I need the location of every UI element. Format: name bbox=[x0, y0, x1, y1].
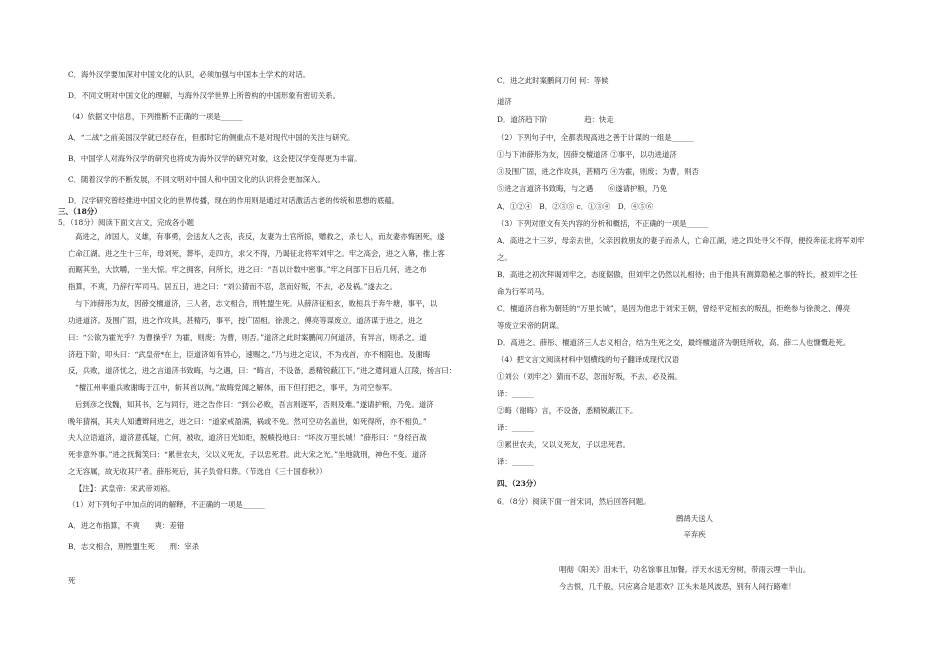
translation-answer-3[interactable]: 译：______ bbox=[497, 457, 534, 466]
q4-option-c: C．随着汉学的不断发展，不同文明对中国人和中国文化的认识将会更加深入。 bbox=[68, 175, 325, 184]
translation-answer-1[interactable]: 译：______ bbox=[497, 389, 534, 398]
translation-answer-2[interactable]: 译：______ bbox=[497, 423, 534, 432]
option-c: C．海外汉学要加深对中国文化的认识，必须加强与中国本土学术的对话。 bbox=[68, 70, 311, 79]
q5-3-option-b: B．高进之初次拜谒刘牢之，态度倨傲，但刘牢之仍然以礼相待；由于他具有测算隐秘之事的特长，被刘牢之任 bbox=[497, 270, 858, 279]
passage-line: 而踞其坐，大饮嚼，一坐大惊。牢之拥客，问所长，进之曰：“吾以计数中密事。”牢之问部下日后几何，进之布 bbox=[68, 265, 427, 274]
q5-2-item: ①与下沛薛彤为友，因薛交檀道济 ②事平，以功进道济 bbox=[497, 150, 677, 159]
passage-line: 夫人泣语道济，道济意孤疑，亡何，被收，道济日光如炬，脱帻投地曰：“坏汝万里长城！”薛彤曰：“身经百战 bbox=[68, 433, 427, 442]
q5-1-option-d: D．道济趋下阶 趋：快走 bbox=[497, 115, 614, 124]
section-four-heading: 四、（23分） bbox=[497, 479, 541, 488]
passage-line: 曰：“公欲为霍光乎？为曹操乎？为霍，则废；为曹，则否。”道济之此时案鹏间刀何道济，有异言，则杀之。道 bbox=[68, 333, 427, 342]
poem-line-2: 今古恨，几千般，只应离合是悲欢？江头未是风波恶，别有人间行路难！ bbox=[559, 582, 796, 591]
section-three-heading: 三、（18分） bbox=[58, 207, 102, 216]
q5-3-option-b-cont: 命为行军司马。 bbox=[497, 287, 549, 296]
q5-1-option-c: C．进之此时案鹏间刀何 何：等候 bbox=[497, 76, 609, 85]
annotation-note: 【注】：武皇帝：宋武帝刘裕。 bbox=[75, 484, 175, 493]
passage-line: 后到彦之伐魏，知其书，乞与同行，进之告作曰：“到公必败，吾言则逐军，否则及难。”遂请护粮，乃免。道济 bbox=[75, 400, 434, 409]
q5-2-options: A．①②④ B．②③⑤ c．①③④ D．④⑤⑥ bbox=[497, 202, 654, 211]
question-5-heading: 5．（18分）阅读下面文言文，完成各小题 bbox=[58, 218, 195, 227]
question-5-2: （2）下列句子中，全都表现高进之善于计谋的一组是______ bbox=[497, 133, 694, 142]
poem-title: 鹧鸪天送人 bbox=[676, 514, 713, 523]
q4-option-b: B．中国学人对海外汉学的研究也将成为海外汉学的研究对象，这会使汉学变得更为丰富。 bbox=[68, 154, 362, 163]
q5-3-option-c: C．檀道济自称为朝廷的“万里长城”，是因为他忠于刘宋王朝，曾经平定桓玄的叛乱，拒绝参与徐羡之、傅亮 bbox=[497, 304, 851, 313]
passage-line: 指算，不爽，乃辞行军司马。居五日，进之曰：“刘公猜而不忍，忽而好叛，不去，必及祸。”遂去之。 bbox=[68, 282, 398, 291]
q5-3-option-a: A．高进之十三岁，母亲去世，父亲因救朋友的妻子而杀人，亡命江湖，进之四处寻父不得，便投奔征北将军刘牢 bbox=[497, 236, 865, 245]
q5-1-option-b: B．志文相合，刑牲盟生死 刑：宰杀 bbox=[68, 542, 200, 551]
poem-line-1: 唱彻《阳关》泪未干，功名馀事且加餐。浮天水送无穷树，带雨云埋一半山。 bbox=[559, 565, 811, 574]
translation-sentence-3: ③累世农夫，父以义死友，子以忠死君。 bbox=[497, 440, 631, 449]
option-d: D．不同文明对中国文化的理解，与海外汉学世界上所曾构的中国形象有密切关系。 bbox=[68, 91, 340, 100]
q5-2-item: ③及围广固，进之作攻具，甚精巧 ④为霍，则废；为曹，则否 bbox=[497, 167, 699, 176]
question-6-heading: 6．（8分）阅读下面一首宋词，然后回答问题。 bbox=[497, 497, 651, 506]
passage-line: 济趋下阶，叩头曰：“武皇帝*在上，臣道济如有异心，速赐之。”乃与进之定议，不为戎首，亦不相阻也。及谢晦 bbox=[68, 350, 431, 359]
q5-1-option-a: A．进之布指算，不爽 爽：差错 bbox=[68, 521, 185, 530]
passage-line: 反，兵败，道济忧之，进之言道济书致晦，与之遇，曰：“晦言，不设备，悉精锐蔽江下。”进之遣间道人江陵，扬言曰： bbox=[68, 366, 457, 375]
question-5-4: （4）把文言文阅读材料中划横线的句子翻译成现代汉语 bbox=[497, 355, 680, 364]
passage-line: 与下沛薛彤为友，因薛交檀道济，三人者，志文相合，刑牲盟生死。从薛济征桓玄，败桓兵于奔牛塘，事平，以 bbox=[75, 299, 438, 308]
poem-author: 辛弃疾 bbox=[683, 530, 706, 539]
passage-line: 亡命江湖。进之生十三年，母刘死，葬毕，走四方，求父不得，乃谒征北将军刘牢之。牢之高会，进之入幕，推上客 bbox=[68, 249, 445, 258]
passage-line: 之无容属，故无收其尸者。薛彤死后，其子负骨归葬。（节选自《三十国春秋》） bbox=[68, 467, 327, 476]
question-5-3: （3）下列对原文有关内容的分析和概括，不正确的一项是______ bbox=[497, 219, 709, 228]
q5-3-option-c-cont: 等废立宋帝的阴谋。 bbox=[497, 321, 564, 330]
passage-line: 晚年猜祸，其夫人知遭辫问进之，进之曰：“道家戒盈满，祸或不免。然可空功名盖世，如死得所，亦不相负。” bbox=[68, 417, 427, 426]
q4-option-a: A．“二战”之前美国汉学就已经存在，但那时它的侧重点不是对现代中国的关注与研究。 bbox=[68, 133, 355, 142]
question-4: （4）依据文中信息，下列推断不正确的一项是______ bbox=[68, 112, 243, 121]
question-5-1: （1）对下列句子中加点的词的解释，不正确的一项是______ bbox=[68, 500, 265, 509]
q5-3-option-a-cont: 之。 bbox=[497, 253, 512, 262]
q5-2-item: ⑤进之言道济书致晦，与之遇 ⑥遂请护粮，乃免 bbox=[497, 184, 667, 193]
passage-line: 高进之，沛国人，义雄，有事勇，会送友人之丧，丧反，友妻为土官所掠，赠救之，杀七人，而友妻亦悔困死，遂 bbox=[75, 232, 445, 241]
translation-sentence-1: ①刘公（刘牢之）猜而不忍，忽而好叛，不去，必及祸。 bbox=[497, 372, 682, 381]
q4-option-d: D．汉学研究曾经推进中国文化的世界传播，现在的作用则是通过对话激活古老的传统和思想的底蕴。 bbox=[68, 196, 400, 205]
q5-1-option-b-cont: 死 bbox=[68, 576, 76, 585]
passage-line: 功进道济。及围广固，进之作攻具，甚精巧，事平，授广固相。徐羡之、傅亮等谋废立，道济谋于进之，进之 bbox=[68, 316, 423, 325]
q5-1-option-c-cont: 道济 bbox=[497, 97, 512, 106]
q5-3-option-d: D．高进之、薛彤、檀道济三人志义相合，结为生死之交，最终檀道济为朝廷所收，高、薛二人也慷慨赴死。 bbox=[497, 338, 851, 347]
translation-sentence-2: ②晦（谢晦）言，不设备，悉精锐蔽江下。 bbox=[497, 406, 638, 415]
passage-line: “檀江州率重兵败谢晦于江中，斩其首以徇。”故晦党闻之解体，而下但打把之，事平，为司空参军。 bbox=[75, 383, 397, 392]
passage-line: 死非意外事。”进之抚髯笑曰：“累世农夫，父以义死友，子以忠死君。此大宋之光。”坐地就刑，神色不变。道济 bbox=[68, 450, 427, 459]
